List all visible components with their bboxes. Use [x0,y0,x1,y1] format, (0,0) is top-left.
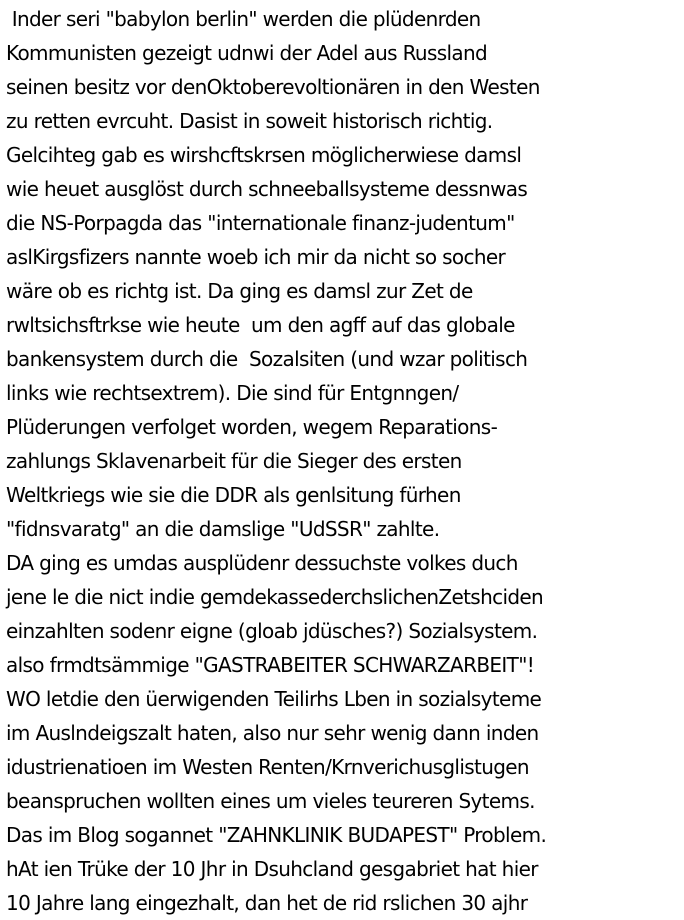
text-line: einzahlten sodenr eigne (gloab jdüsches?) Sozialsystem. [6,619,538,643]
text-line: Inder seri "babylon berlin" werden die plüdenrden [6,7,481,31]
text-line: "fidnsvaratg" an die damslige "UdSSR" zahlte. [6,517,440,541]
text-line: rwltsichsftrkse wie heute um den agff auf das globale [6,313,515,337]
text-line: Weltkriegs wie sie die DDR als genlsitung fürhen [6,483,461,507]
text-line: wie heuet ausglöst durch schneeballsysteme dessnwas [6,177,528,201]
text-line: bankensystem durch die Sozalsiten (und wzar politisch [6,347,528,371]
text-line: hAt ien Trüke der 10 Jhr in Dsuhcland gesgabriet hat hier [6,857,538,881]
text-line: beanspruchen wollten eines um vieles teureren Sytems. [6,789,535,813]
text-line: Gelcihteg gab es wirshcftskrsen möglicherwiese damsl [6,143,522,167]
text-line: DA ging es umdas ausplüdenr dessuchste volkes duch [6,551,518,575]
text-line: zahlungs Sklavenarbeit für die Sieger des ersten [6,449,462,473]
text-line: also frmdtsämmige "GASTRABEITER SCHWARZARBEIT"! [6,653,535,677]
text-line: Das im Blog sogannet "ZAHNKLINIK BUDAPEST" Problem. [6,823,547,847]
text-line: zu retten evrcuht. Dasist in soweit historisch richtig. [6,109,493,133]
text-line: idustrienatioen im Westen Renten/Krnverichusglistugen [6,755,529,779]
text-line: WO letdie den üerwigenden Teilirhs Lben in sozialsyteme [6,687,542,711]
text-line: jene le die nict indie gemdekassederchslichenZetshciden [6,585,544,609]
text-line: Kommunisten gezeigt udnwi der Adel aus Russland [6,41,488,65]
text-line: 10 Jahre lang eingezhalt, dan het de rid rslichen 30 ajhr [6,891,528,915]
text-line: wäre ob es richtg ist. Da ging es damsl zur Zet de [6,279,473,303]
text-line: im Auslndeigszalt haten, also nur sehr wenig dann inden [6,721,539,745]
document-body [6,2,682,920]
text-line: die NS-Porpagda das "internationale finanz-judentum" [6,211,515,235]
text-line: links wie rechtsextrem). Die sind für Entgnngen/ [6,381,459,405]
text-line: aslKirgsfizers nannte woeb ich mir da nicht so socher [6,245,506,269]
text-line: Plüderungen verfolget worden, wegem Reparations- [6,415,498,439]
text-line: seinen besitz vor denOktoberevoltionären in den Westen [6,75,540,99]
